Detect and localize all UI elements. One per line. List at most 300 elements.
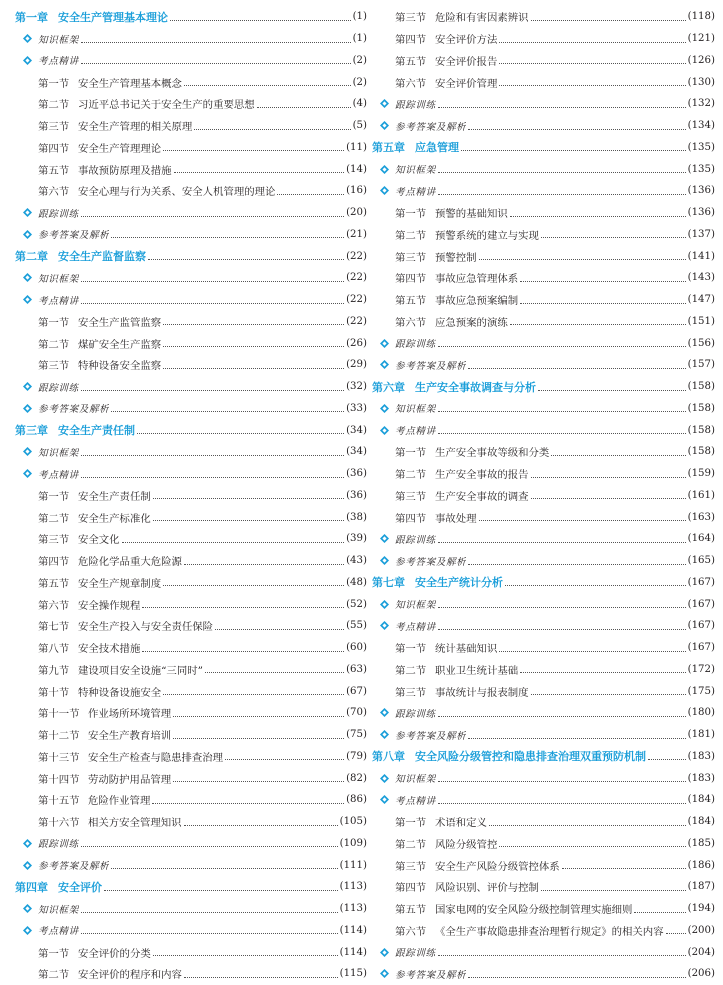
toc-section-entry[interactable] — [372, 267, 715, 289]
section-number: 第一节 — [395, 447, 427, 460]
section-number: 第一节 — [395, 817, 427, 830]
section-title — [38, 705, 171, 720]
section-number: 第二节 — [395, 838, 427, 851]
toc-special-entry[interactable] — [15, 920, 367, 942]
toc-special-entry[interactable] — [372, 115, 715, 137]
section-title — [395, 510, 477, 525]
toc-special-entry[interactable] — [15, 202, 367, 224]
diamond-icon — [380, 99, 389, 108]
diamond-icon — [380, 621, 389, 630]
page-number: (70) — [346, 707, 367, 719]
section-title — [395, 836, 497, 851]
page-number: (34) — [346, 424, 367, 436]
diamond-icon — [380, 121, 389, 130]
toc-chapter-entry[interactable] — [372, 376, 715, 398]
toc-section-entry[interactable] — [15, 615, 367, 637]
toc-section-entry[interactable] — [372, 811, 715, 833]
section-title — [38, 531, 120, 546]
page-number: (206) — [687, 968, 715, 980]
chapter-title — [372, 748, 646, 764]
page-number: (38) — [346, 511, 367, 523]
toc-section-entry[interactable] — [15, 550, 367, 572]
page-number: (136) — [687, 185, 715, 197]
section-number: 第十五节 — [38, 795, 80, 808]
dot-leader — [531, 693, 686, 695]
dot-leader — [174, 171, 345, 173]
section-name: 预警系统的建立与实现 — [435, 229, 539, 242]
toc-special-entry[interactable] — [15, 289, 367, 311]
dot-leader — [531, 19, 686, 21]
page-number: (82) — [346, 772, 367, 784]
section-name: 事故预防原理及措施 — [78, 164, 172, 177]
chapter-title — [372, 574, 503, 590]
diamond-icon — [23, 295, 32, 304]
chapter-title — [372, 379, 536, 395]
section-title — [38, 553, 182, 568]
toc-section-entry[interactable] — [372, 289, 715, 311]
page-number: (1) — [352, 11, 367, 23]
toc-section-entry[interactable] — [15, 354, 367, 376]
dot-leader — [634, 911, 685, 913]
section-number: 第二节 — [395, 664, 427, 677]
dot-leader — [81, 302, 344, 304]
section-name: 安全文化 — [78, 534, 120, 547]
section-title — [38, 336, 161, 351]
toc-section-entry[interactable] — [15, 158, 367, 180]
chapter-number: 第三章 — [15, 424, 48, 438]
special-entry-title: 考点精讲 — [395, 795, 436, 807]
toc-special-entry[interactable] — [372, 398, 715, 420]
section-title — [395, 466, 529, 481]
toc-special-entry[interactable] — [372, 158, 715, 180]
dot-leader — [499, 84, 685, 86]
dot-leader — [499, 845, 685, 847]
page-number: (22) — [346, 250, 367, 262]
section-number: 第十三节 — [38, 751, 80, 764]
toc-section-entry[interactable] — [15, 137, 367, 159]
section-name: 统计基础知识 — [435, 643, 498, 656]
section-name: 预警控制 — [435, 251, 477, 264]
diamond-icon — [380, 795, 389, 804]
dot-leader — [438, 802, 686, 804]
section-name: 生产安全事故等级和分类 — [435, 447, 550, 460]
toc-section-entry[interactable] — [15, 485, 367, 507]
dot-leader — [81, 845, 338, 847]
section-title — [38, 118, 192, 133]
section-name: 习近平总书记关于安全生产的重要思想 — [78, 99, 255, 112]
dot-leader — [499, 62, 685, 64]
dot-leader — [111, 867, 337, 869]
section-name: 国家电网的安全风险分级控制管理实施细则 — [435, 904, 633, 917]
section-number: 第三节 — [38, 121, 70, 134]
toc-section-entry[interactable] — [15, 93, 367, 115]
toc-section-entry[interactable] — [15, 811, 367, 833]
toc-section-entry[interactable] — [372, 311, 715, 333]
toc-section-entry[interactable] — [15, 963, 367, 985]
toc-section-entry[interactable] — [15, 724, 367, 746]
dot-leader — [81, 280, 344, 282]
section-title — [38, 684, 161, 699]
toc-section-entry[interactable] — [15, 593, 367, 615]
toc-section-entry[interactable] — [15, 71, 367, 93]
dot-leader — [194, 128, 350, 130]
section-title — [395, 75, 497, 90]
diamond-icon — [23, 926, 32, 935]
section-number: 第三节 — [38, 534, 70, 547]
chapter-number: 第八章 — [372, 750, 405, 764]
special-entry-title: 参考答案及解析 — [395, 556, 467, 568]
special-entry-title: 知识框架 — [395, 600, 436, 612]
toc-section-entry[interactable] — [372, 506, 715, 528]
page-number: (183) — [687, 772, 715, 784]
dot-leader — [148, 258, 344, 260]
page-number: (158) — [687, 446, 715, 458]
dot-leader — [163, 584, 344, 586]
toc-special-entry[interactable] — [372, 593, 715, 615]
page-number: (156) — [687, 337, 715, 349]
dot-leader — [438, 106, 686, 108]
page-number: (34) — [346, 446, 367, 458]
toc-special-entry[interactable] — [372, 767, 715, 789]
section-name: 风险分级管控 — [435, 838, 498, 851]
toc-column-left — [15, 6, 367, 985]
toc-column-right — [372, 6, 715, 985]
toc-section-entry[interactable] — [372, 245, 715, 267]
dot-leader — [142, 606, 344, 608]
toc-special-entry[interactable] — [372, 615, 715, 637]
dot-leader — [438, 171, 686, 173]
page-number: (20) — [346, 207, 367, 219]
toc-section-entry[interactable] — [372, 28, 715, 50]
page-number: (36) — [346, 468, 367, 480]
toc-section-entry[interactable] — [15, 767, 367, 789]
section-title — [395, 488, 529, 503]
section-title — [38, 510, 151, 525]
section-title — [38, 662, 203, 677]
toc-special-entry[interactable] — [372, 963, 715, 985]
chapter-title — [372, 139, 459, 155]
section-number: 第十一节 — [38, 708, 80, 721]
section-name: 安全生产风险分级管控体系 — [435, 860, 560, 873]
toc-section-entry[interactable] — [15, 572, 367, 594]
section-name: 生产安全事故的报告 — [435, 469, 529, 482]
section-number: 第一节 — [38, 947, 70, 960]
section-number: 第一节 — [395, 643, 427, 656]
page-number: (52) — [346, 598, 367, 610]
toc-special-entry[interactable] — [372, 550, 715, 572]
section-name: 事故应急预案编制 — [435, 295, 519, 308]
section-title — [38, 575, 161, 590]
section-number: 第一节 — [38, 77, 70, 90]
section-name: 风险识别、评价与控制 — [435, 882, 539, 895]
page-number: (147) — [687, 294, 715, 306]
section-title — [38, 618, 213, 633]
dot-leader — [541, 889, 686, 891]
page-number: (158) — [687, 402, 715, 414]
toc-chapter-entry[interactable] — [15, 245, 367, 267]
toc-special-entry[interactable] — [372, 789, 715, 811]
page-number: (184) — [687, 816, 715, 828]
section-number: 第一节 — [395, 208, 427, 221]
dot-leader — [499, 650, 685, 652]
dot-leader — [184, 563, 344, 565]
toc-chapter-entry[interactable] — [15, 419, 367, 441]
section-number: 第四节 — [395, 882, 427, 895]
toc-special-entry[interactable] — [15, 28, 367, 50]
chapter-number: 第四章 — [15, 880, 48, 894]
page-number: (115) — [339, 968, 367, 980]
toc-chapter-entry[interactable] — [15, 876, 367, 898]
dot-leader — [142, 650, 344, 652]
toc-section-entry[interactable] — [15, 311, 367, 333]
page-number: (130) — [687, 76, 715, 88]
section-name: 安全生产标准化 — [78, 512, 151, 525]
section-title — [395, 314, 508, 329]
toc-chapter-entry[interactable] — [372, 137, 715, 159]
toc-special-entry[interactable] — [15, 224, 367, 246]
diamond-icon — [380, 774, 389, 783]
toc-special-entry[interactable] — [372, 354, 715, 376]
section-name: 危险和有害因素辨识 — [435, 12, 529, 25]
section-number: 第六节 — [38, 599, 70, 612]
diamond-icon — [380, 404, 389, 413]
section-title — [38, 75, 182, 90]
toc-special-entry[interactable] — [372, 419, 715, 441]
section-title — [38, 597, 140, 612]
toc-section-entry[interactable] — [15, 506, 367, 528]
toc-special-entry[interactable] — [15, 376, 367, 398]
special-entry-title: 考点精讲 — [38, 469, 79, 481]
page-number: (1) — [352, 33, 367, 45]
toc-section-entry[interactable] — [372, 680, 715, 702]
toc-section-entry[interactable] — [372, 485, 715, 507]
toc-section-entry[interactable] — [15, 528, 367, 550]
dot-leader — [81, 476, 344, 478]
toc-section-entry[interactable] — [372, 659, 715, 681]
toc-section-entry[interactable] — [372, 6, 715, 28]
dot-leader — [468, 367, 685, 369]
dot-leader — [438, 410, 686, 412]
section-name: 安全生产规章制度 — [78, 577, 162, 590]
chapter-title — [15, 9, 168, 25]
page-number: (181) — [687, 729, 715, 741]
dot-leader — [438, 541, 686, 543]
dot-leader — [531, 476, 686, 478]
section-number: 第五节 — [395, 55, 427, 68]
page-number: (11) — [346, 141, 367, 153]
toc-section-entry[interactable] — [372, 202, 715, 224]
toc-section-entry[interactable] — [372, 463, 715, 485]
page-number: (165) — [687, 555, 715, 567]
toc-section-entry[interactable] — [372, 441, 715, 463]
special-entry-title: 知识框架 — [395, 404, 436, 416]
toc-section-entry[interactable] — [372, 920, 715, 942]
dot-leader — [81, 932, 338, 934]
special-entry-title: 考点精讲 — [395, 426, 436, 438]
toc-section-entry[interactable] — [15, 637, 367, 659]
toc-chapter-entry[interactable] — [372, 572, 715, 594]
special-entry-title: 考点精讲 — [395, 186, 436, 198]
diamond-icon — [380, 708, 389, 717]
dot-leader — [541, 236, 686, 238]
toc-section-entry[interactable] — [15, 680, 367, 702]
toc-special-entry[interactable] — [372, 702, 715, 724]
toc-special-entry[interactable] — [372, 93, 715, 115]
section-name: 安全评价方法 — [435, 34, 498, 47]
toc-special-entry[interactable] — [372, 332, 715, 354]
section-title — [395, 31, 497, 46]
section-name: 特种设备设施安全 — [78, 686, 162, 699]
toc-section-entry[interactable] — [372, 637, 715, 659]
toc-section-entry[interactable] — [15, 702, 367, 724]
toc-special-entry[interactable] — [15, 398, 367, 420]
toc-special-entry[interactable] — [372, 724, 715, 746]
page-number: (16) — [346, 185, 367, 197]
page-number: (186) — [687, 859, 715, 871]
dot-leader — [163, 693, 344, 695]
section-name: 安全心理与行为关系、安全人机管理的理论 — [78, 186, 276, 199]
section-name: 安全生产检查与隐患排查治理 — [88, 751, 224, 764]
toc-section-entry[interactable] — [15, 115, 367, 137]
dot-leader — [170, 19, 351, 21]
dot-leader — [438, 606, 686, 608]
dot-leader — [153, 519, 344, 521]
section-number: 第五节 — [395, 295, 427, 308]
special-entry-title: 跟踪训练 — [395, 708, 436, 720]
section-title — [38, 966, 182, 981]
page-number: (21) — [346, 228, 367, 240]
dot-leader — [499, 41, 685, 43]
section-number: 第六节 — [395, 316, 427, 329]
diamond-icon — [23, 208, 32, 217]
section-name: 建设项目安全设施“三同时” — [78, 664, 203, 677]
section-name: 安全生产责任制 — [78, 490, 151, 503]
dot-leader — [152, 802, 344, 804]
section-name: 安全生产监管监察 — [78, 316, 162, 329]
toc-chapter-entry[interactable] — [372, 746, 715, 768]
section-number: 第一节 — [38, 316, 70, 329]
toc-special-entry[interactable] — [15, 833, 367, 855]
toc-special-entry[interactable] — [15, 854, 367, 876]
chapter-number: 第六章 — [372, 380, 405, 394]
section-number: 第七节 — [38, 621, 70, 634]
dot-leader — [551, 454, 685, 456]
section-title — [38, 814, 182, 829]
page-number: (187) — [687, 881, 715, 893]
chapter-name: 安全评价 — [58, 880, 102, 894]
dot-leader — [81, 41, 351, 43]
dot-leader — [562, 867, 686, 869]
chapter-name: 生产安全事故调查与分析 — [415, 380, 536, 394]
page-number: (29) — [346, 359, 367, 371]
toc-special-entry[interactable] — [15, 441, 367, 463]
page-number: (204) — [687, 946, 715, 958]
dot-leader — [184, 976, 338, 978]
section-number: 第三节 — [38, 360, 70, 373]
section-title — [38, 96, 255, 111]
page-number: (184) — [687, 794, 715, 806]
toc-special-entry[interactable] — [15, 898, 367, 920]
diamond-icon — [380, 165, 389, 174]
page-number: (136) — [687, 207, 715, 219]
section-title — [395, 205, 508, 220]
section-title — [38, 792, 150, 807]
toc-special-entry[interactable] — [372, 941, 715, 963]
toc-section-entry[interactable] — [372, 833, 715, 855]
toc-special-entry[interactable] — [372, 528, 715, 550]
toc-section-entry[interactable] — [372, 50, 715, 72]
toc-section-entry[interactable] — [372, 224, 715, 246]
section-name: 事故处理 — [435, 512, 477, 525]
section-title — [38, 727, 171, 742]
page-number: (55) — [346, 620, 367, 632]
page-number: (167) — [687, 642, 715, 654]
toc-section-entry[interactable] — [372, 898, 715, 920]
toc-section-entry[interactable] — [15, 332, 367, 354]
page-number: (22) — [346, 272, 367, 284]
toc-special-entry[interactable] — [15, 267, 367, 289]
chapter-number: 第二章 — [15, 250, 48, 264]
toc-section-entry[interactable] — [15, 180, 367, 202]
section-title — [38, 640, 140, 655]
section-name: 劳动防护用品管理 — [88, 773, 172, 786]
toc-section-entry[interactable] — [15, 746, 367, 768]
section-name: 术语和定义 — [435, 817, 487, 830]
diamond-icon — [380, 556, 389, 565]
toc-special-entry[interactable] — [15, 463, 367, 485]
dot-leader — [468, 976, 685, 978]
section-name: 安全生产教育培训 — [88, 730, 172, 743]
special-entry-title: 跟踪训练 — [395, 534, 436, 546]
page-number: (114) — [339, 924, 367, 936]
special-entry-title: 知识框架 — [38, 34, 79, 46]
dot-leader — [468, 128, 685, 130]
page-number: (164) — [687, 533, 715, 545]
page-number: (75) — [346, 729, 367, 741]
toc-special-entry[interactable] — [15, 50, 367, 72]
page-number: (39) — [346, 533, 367, 545]
toc-section-entry[interactable] — [372, 854, 715, 876]
dot-leader — [81, 62, 351, 64]
diamond-icon — [380, 948, 389, 957]
toc-section-entry[interactable] — [15, 789, 367, 811]
section-name: 相关方安全管理知识 — [88, 817, 182, 830]
dot-leader — [173, 715, 344, 717]
page-number: (14) — [346, 163, 367, 175]
toc-section-entry[interactable] — [15, 941, 367, 963]
toc-section-entry[interactable] — [372, 71, 715, 93]
page-number: (113) — [339, 881, 367, 893]
toc-section-entry[interactable] — [372, 876, 715, 898]
chapter-number: 第七章 — [372, 576, 405, 590]
section-number: 第二节 — [38, 969, 70, 982]
toc-section-entry[interactable] — [15, 659, 367, 681]
dot-leader — [173, 780, 344, 782]
section-number: 第六节 — [38, 186, 70, 199]
section-name: 安全评价管理 — [435, 77, 498, 90]
diamond-icon — [23, 230, 32, 239]
section-number: 第二节 — [395, 229, 427, 242]
dot-leader — [163, 323, 344, 325]
page-number: (143) — [687, 272, 715, 284]
page-number: (137) — [687, 228, 715, 240]
section-number: 第三节 — [395, 860, 427, 873]
section-title — [395, 292, 518, 307]
toc-chapter-entry[interactable] — [15, 6, 367, 28]
special-entry-title: 考点精讲 — [38, 56, 79, 68]
toc-special-entry[interactable] — [372, 180, 715, 202]
special-entry-title: 知识框架 — [38, 904, 79, 916]
